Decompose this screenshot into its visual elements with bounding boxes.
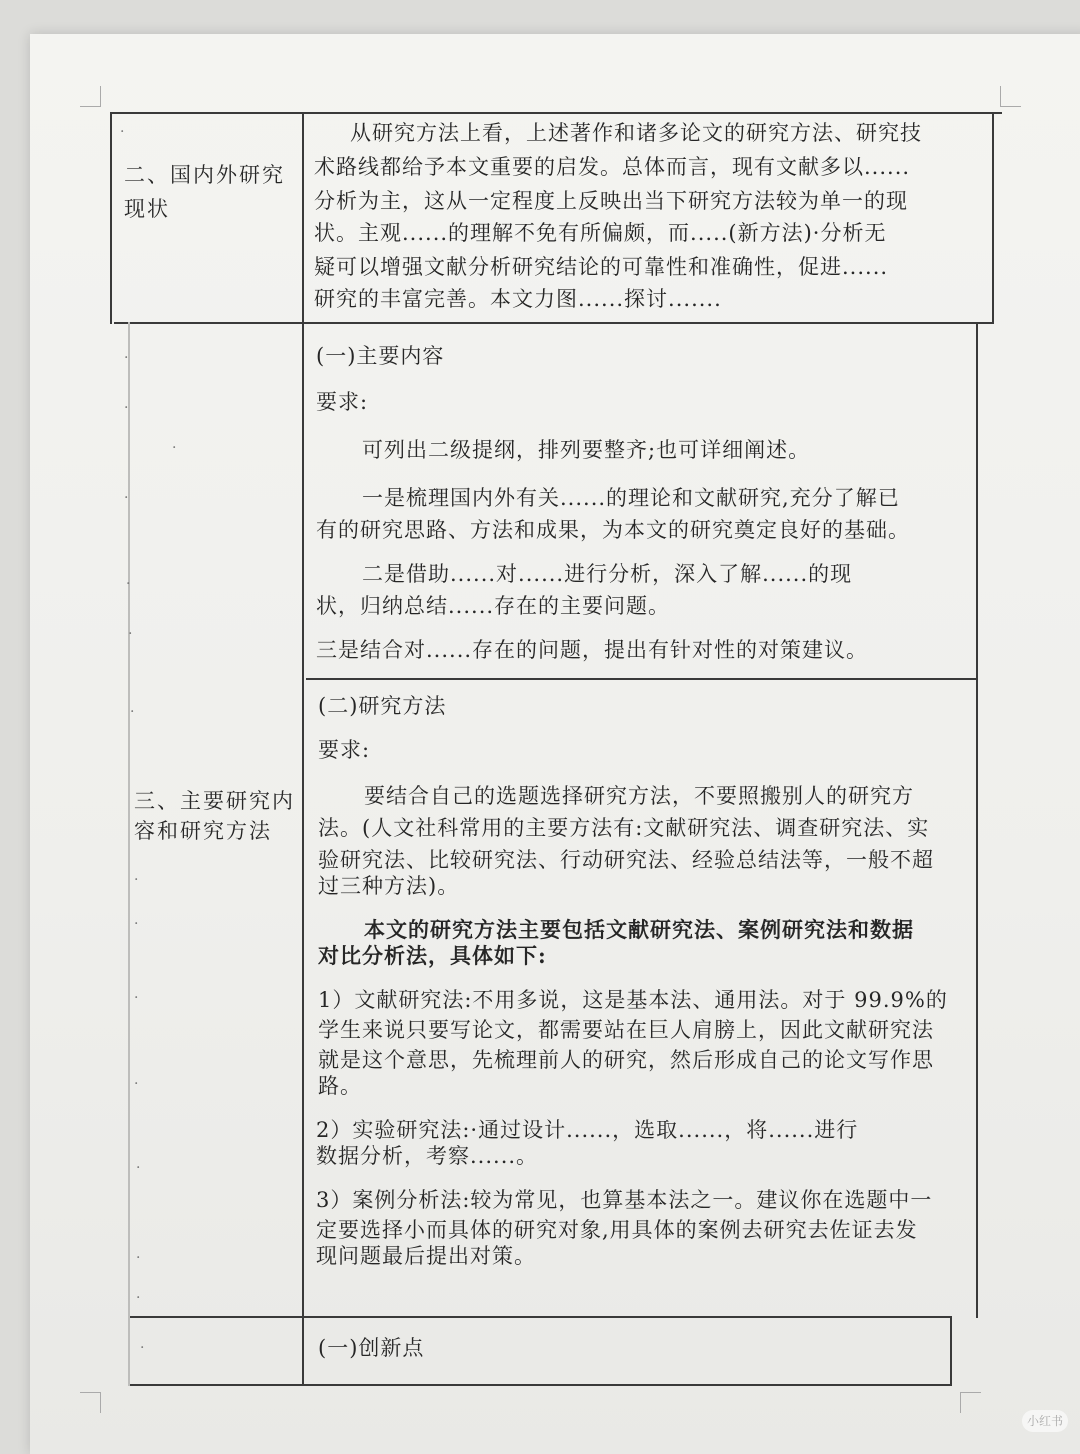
row1-line-4: 状。主观......的理解不免有所偏颇，而.....(新方法)·分析无 [314, 221, 887, 245]
content-paragraph-4: 三是结合对......存在的问题，提出有针对性的对策建议。 [316, 638, 869, 662]
table-border-left-faint [128, 322, 133, 1386]
row1-line-1: 从研究方法上看，上述著作和诸多论文的研究方法、研究技 [350, 121, 922, 145]
paragraph-mark: · [124, 350, 129, 366]
methods-paragraph-2-line-2: 对比分析法，具体如下: [318, 943, 547, 968]
section-heading-methods: (二)研究方法 [318, 694, 447, 718]
table-border-top [110, 112, 1002, 114]
section-heading-innovation: (一)创新点 [318, 1336, 425, 1360]
method-3-line-1: 3）案例分析法:较为常见，也算基本法之一。建议你在选题中一 [316, 1188, 933, 1212]
watermark-badge: 小红书 [1022, 1410, 1068, 1432]
row1-line-5: 疑可以增强文献分析研究结论的可靠性和准确性，促进...... [314, 255, 889, 279]
column-divider [302, 112, 304, 1386]
paragraph-mark: · [124, 490, 129, 506]
paragraph-mark: · [136, 1290, 141, 1306]
method-3-line-2: 定要选择小而具体的研究对象,用具体的案例去研究去佐证去发 [316, 1218, 918, 1242]
row-label-research-status: 二、国内外研究现状 [124, 163, 285, 221]
row1-line-3: 分析为主，这从一定程度上反映出当下研究方法较为单一的现 [314, 189, 908, 213]
paragraph-mark: · [134, 990, 139, 1006]
method-3-line-3: 现问题最后提出对策。 [316, 1244, 536, 1268]
paragraph-mark: · [126, 576, 131, 592]
methods-paragraph-1-line-2: 法。(人文社科常用的主要方法有:文献研究法、调查研究法、实 [318, 816, 930, 840]
requirement-label: 要求: [316, 390, 369, 414]
methods-paragraph-1-line-3: 验研究法、比较研究法、行动研究法、经验总结法等，一般不超 [318, 848, 934, 872]
subrow-divider [306, 678, 978, 680]
table-border-left-upper [110, 112, 112, 324]
paragraph-mark: · [128, 626, 133, 642]
method-1-line-2: 学生来说只要写论文，都需要站在巨人肩膀上，因此文献研究法 [318, 1018, 934, 1042]
row-divider-2 [128, 1316, 952, 1318]
method-1-line-4: 路。 [318, 1074, 362, 1098]
method-1-line-1: 1）文献研究法:不用多说，这是基本法、通用法。对于 99.9%的 [318, 988, 948, 1012]
content-paragraph-1: 可列出二级提纲，排列要整齐;也可详细阐述。 [362, 438, 811, 462]
method-1-line-3: 就是这个意思，先梳理前人的研究，然后形成自己的论文写作思 [318, 1048, 934, 1072]
methods-paragraph-1-line-4: 过三种方法)。 [318, 874, 460, 898]
table-border-bottom [130, 1384, 952, 1386]
row-label-content-methods-line2: 容和研究方法 [134, 819, 272, 843]
table-border-right-upper [992, 112, 994, 324]
paragraph-mark: · [124, 400, 129, 416]
paragraph-mark: · [172, 440, 177, 456]
content-paragraph-3-line-1: 二是借助......对......进行分析，深入了解......的现 [362, 562, 853, 586]
paragraph-mark: · [134, 916, 139, 932]
paragraph-mark: · [120, 124, 125, 140]
paragraph-mark: · [134, 872, 139, 888]
content-paragraph-3-line-2: 状，归纳总结......存在的主要问题。 [316, 594, 671, 618]
methods-paragraph-2-line-1: 本文的研究方法主要包括文献研究法、案例研究法和数据 [364, 917, 914, 942]
paragraph-mark: · [140, 1340, 145, 1356]
row1-line-2: 术路线都给予本文重要的启发。总体而言，现有文献多以...... [314, 155, 911, 179]
method-2-line-2: 数据分析，考察......。 [316, 1144, 539, 1168]
paragraph-mark: · [136, 1250, 141, 1266]
table-border-right-lower [950, 1316, 952, 1386]
paragraph-mark: · [136, 1160, 141, 1176]
content-paragraph-2-line-2: 有的研究思路、方法和成果，为本文的研究奠定良好的基础。 [316, 518, 910, 542]
content-paragraph-2-line-1: 一是梳理国内外有关......的理论和文献研究,充分了解已 [362, 486, 900, 510]
method-2-line-1: 2）实验研究法:·通过设计......，选取......，将......进行 [316, 1118, 859, 1142]
methods-requirement-label: 要求: [318, 738, 371, 762]
paragraph-mark: · [130, 704, 135, 720]
row-divider-1 [114, 322, 994, 324]
table-border-right-middle [976, 322, 978, 1318]
paragraph-mark: · [134, 1076, 139, 1092]
row1-line-6: 研究的丰富完善。本文力图......探讨....... [314, 287, 722, 311]
row-label-content-methods-line1: 三、主要研究内 [134, 789, 295, 813]
section-heading-main-content: (一)主要内容 [316, 344, 445, 368]
methods-paragraph-1-line-1: 要结合自己的选题选择研究方法，不要照搬别人的研究方 [364, 784, 914, 808]
